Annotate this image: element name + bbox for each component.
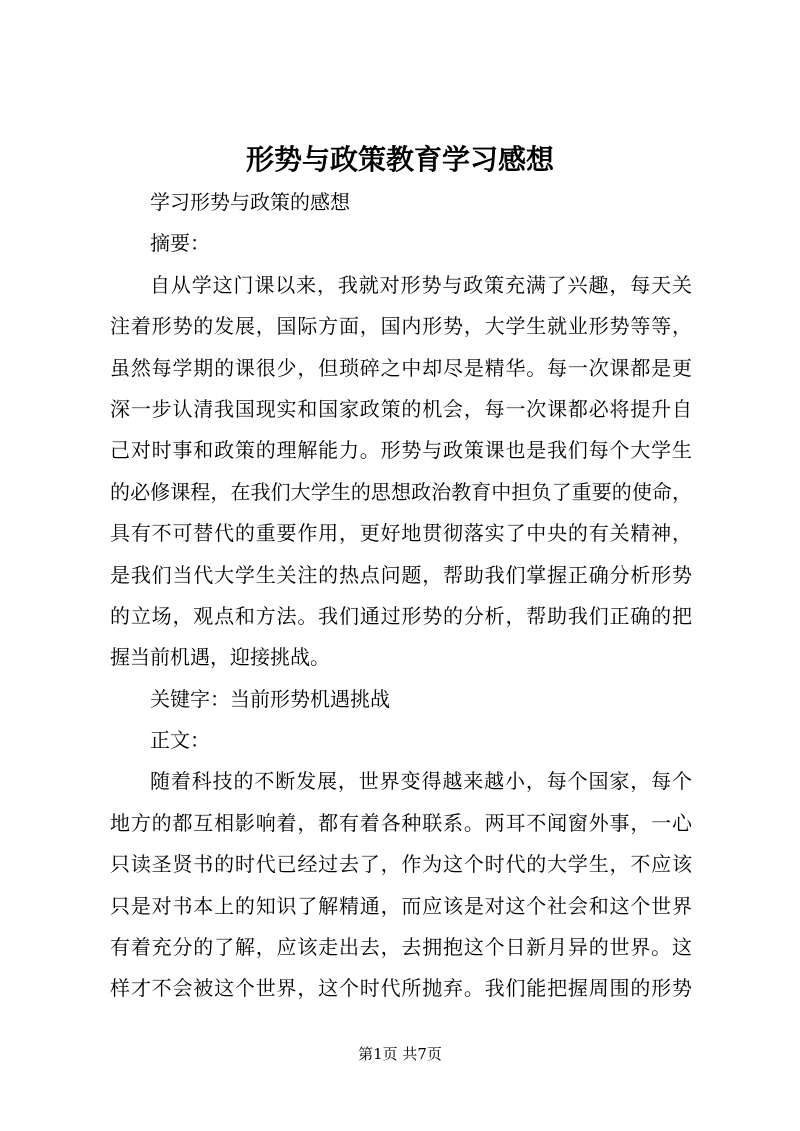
text-line: 深一步认清我国现实和国家政策的机会，每一次课都必将提升自 [110,396,692,421]
document-body [110,182,692,1010]
subtitle: 学习形势与政策的感想 [150,190,350,214]
text-line: 注着形势的发展，国际方面，国内形势，大学生就业形势等等， [110,314,692,339]
text-line: 有着充分的了解，应该走出去，去拥抱这个日新月异的世界。这 [110,935,692,960]
text-line: 的立场，观点和方法。我们通过形势的分析，帮助我们正确的把 [110,603,692,628]
text-line: 虽然每学期的课很少，但琐碎之中却尽是精华。每一次课都是更 [110,355,692,380]
text-line: 己对时事和政策的理解能力。形势与政策课也是我们每个大学生 [110,438,692,463]
text-line: 随着科技的不断发展，世界变得越来越小，每个国家，每个 [150,769,692,794]
keywords: 关键字：当前形势机遇挑战 [150,686,390,711]
abstract-label: 摘要： [150,231,210,256]
body-label: 正文： [150,728,210,753]
text-line: 具有不可替代的重要作用，更好地贯彻落实了中央的有关精神， [110,521,692,546]
text-line: 只是对书本上的知识了解精通，而应该是对这个社会和这个世界 [110,893,692,918]
page-footer: 第1页 共7页 [358,1045,442,1063]
text-line: 只读圣贤书的时代已经过去了，作为这个时代的大学生，不应该 [110,852,692,877]
text-line: 样才不会被这个世界，这个时代所抛弃。我们能把握周围的形势 [110,976,692,1001]
text-line: 握当前机遇，迎接挑战。 [110,645,330,670]
page-title: 形势与政策教育学习感想 [245,143,554,176]
body-paragraph [110,761,692,1009]
text-line: 地方的都互相影响着，都有着各种联系。两耳不闻窗外事，一心 [110,810,692,835]
text-line: 自从学这门课以来，我就对形势与政策充满了兴趣，每天关 [150,272,692,297]
text-line: 的必修课程，在我们大学生的思想政治教育中担负了重要的使命， [110,479,692,504]
text-line: 是我们当代大学生关注的热点问题，帮助我们掌握正确分析形势 [110,562,692,587]
abstract-paragraph [110,265,692,679]
